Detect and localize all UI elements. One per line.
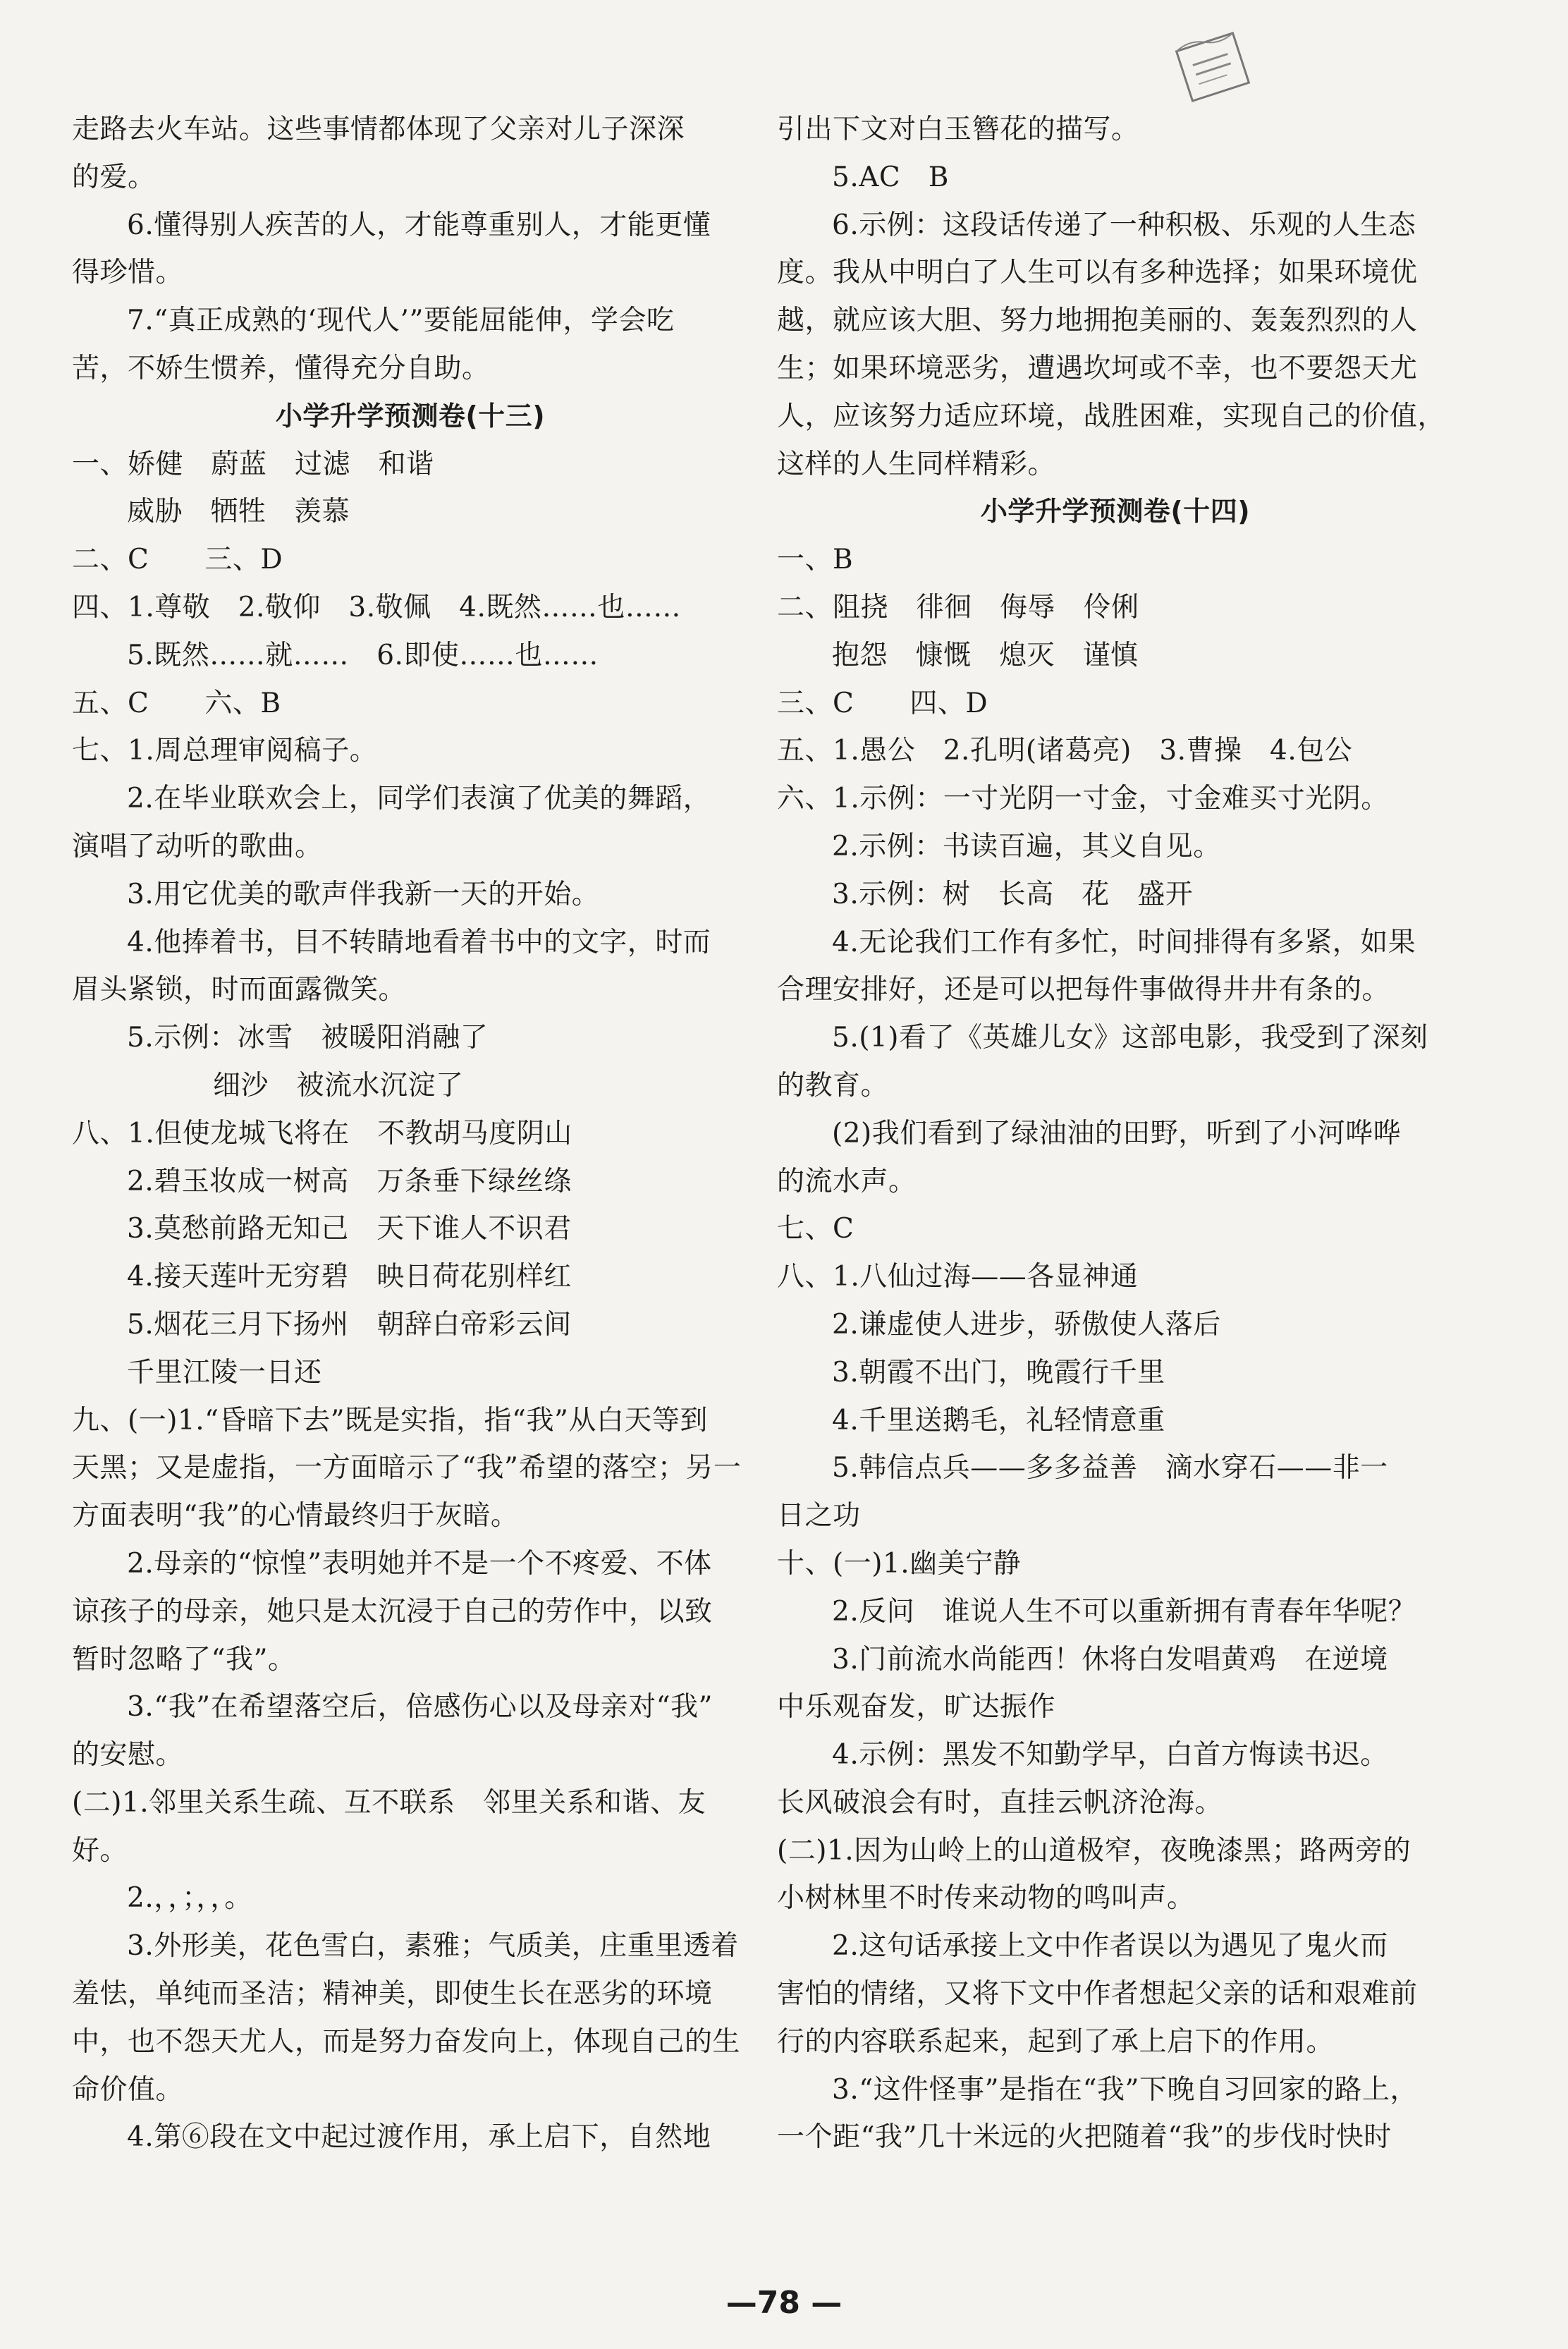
text-line: 谅孩子的母亲，她只是太沉浸于自己的劳作中，以致 [72,1595,713,1628]
text-line: 九、(一)1.“昏暗下去”既是实指，指“我”从白天等到 [72,1404,708,1436]
text-line: 2.谦虚使人进步，骄傲使人落后 [832,1308,1221,1341]
text-line: 七、C [777,1213,855,1245]
text-line: 人，应该努力适应环境，战胜困难，实现自己的价值， [777,400,1446,432]
text-line: 引出下文对白玉簪花的描写。 [777,114,1139,145]
right-column [777,106,1454,2161]
text-line: 日之功 [777,1500,861,1532]
text-line: 2.这句话承接上文中作者误以为遇见了鬼火而 [832,1930,1388,1963]
text-line: 2.在毕业联欢会上，同学们表演了优美的舞蹈， [127,783,711,815]
text-line: 五、C 六、B [72,687,281,719]
stamp-icon [1170,28,1255,106]
text-line: 2.示例：书读百遍，其义自见。 [832,830,1221,862]
text-line: 得珍惜。 [72,257,184,289]
text-line: (二)1.因为山岭上的山道极窄，夜晚漆黑；路两旁的 [777,1834,1411,1867]
text-line: 一、娇健 蔚蓝 过滤 和谐 [72,448,434,480]
text-line: 4.无论我们工作有多忙，时间排得有多紧，如果 [832,926,1416,958]
text-line: 害怕的情绪，又将下文中作者想起父亲的话和艰难前 [777,1978,1418,2011]
text-line: 长风破浪会有时，直挂云帆济沧海。 [777,1786,1223,1819]
text-line: 3.莫愁前路无知己 天下谁人不识君 [127,1213,572,1245]
text-line: 6.懂得别人疾苦的人，才能尊重别人，才能更懂 [127,209,711,241]
text-line: 2.，，；，，。 [127,1882,252,1915]
section-heading: 小学升学预测卷(十四) [980,496,1251,527]
text-line: 4.接天莲叶无穷碧 映日荷花别样红 [127,1261,572,1293]
text-line: 二、阻挠 徘徊 侮辱 伶俐 [777,591,1139,623]
text-line: 十、(一)1.幽美宁静 [777,1547,1022,1580]
section-heading: 小学升学预测卷(十三) [275,400,546,432]
text-line: 好。 [72,1834,128,1867]
text-line: 一个距“我”几十米远的火把随着“我”的步伐时快时 [777,2121,1392,2154]
text-line: 2.母亲的“惊惶”表明她并不是一个不疼爱、不体 [127,1547,712,1580]
text-line: 的爱。 [72,161,156,193]
text-line: 越，就应该大胆、努力地拥抱美丽的、轰轰烈烈的人 [777,305,1418,337]
text-line: 3.“我”在希望落空后，倍感伤心以及母亲对“我” [127,1691,713,1723]
text-line: 千里江陵一日还 [127,1356,322,1389]
text-line: 3.用它优美的歌声伴我新一天的开始。 [127,878,600,910]
text-line: 4.示例：黑发不知勤学早，白首方悔读书迟。 [832,1739,1388,1771]
text-line: 5.示例：冰雪 被暖阳消融了 [127,1022,489,1054]
text-line: 小树林里不时传来动物的鸣叫声。 [777,1882,1195,1915]
text-line: 走路去火车站。这些事情都体现了父亲对儿子深深 [72,114,685,145]
text-line: 方面表明“我”的心情最终归于灰暗。 [72,1500,519,1532]
text-line: 眉头紧锁，时而面露微笑。 [72,974,407,1006]
text-line: 5.烟花三月下扬州 朝辞白帝彩云间 [127,1308,572,1341]
text-line: 5.(1)看了《英雄儿女》这部电影，我受到了深刻 [832,1022,1428,1054]
text-line: 五、1.愚公 2.孔明(诸葛亮) 3.曹操 4.包公 [777,735,1353,767]
text-line: 一、B [777,544,854,576]
page-number: —78 — [725,2285,843,2321]
text-line: 度。我从中明白了人生可以有多种选择；如果环境优 [777,257,1418,289]
text-line: 2.碧玉妆成一树高 万条垂下绿丝绦 [127,1165,572,1197]
text-line: 六、1.示例：一寸光阴一寸金，寸金难买寸光阴。 [777,783,1389,815]
text-line: 抱怨 慷慨 熄灭 谨慎 [832,639,1139,671]
text-line: 生；如果环境恶劣，遭遇坎坷或不幸，也不要怨天尤 [777,352,1418,384]
text-line: 苦，不娇生惯养，懂得充分自助。 [72,352,490,384]
text-line: 3.外形美，花色雪白，素雅；气质美，庄重里透着 [127,1930,739,1963]
text-line: 八、1.八仙过海——各显神通 [777,1261,1139,1293]
text-line: 3.“这件怪事”是指在“我”下晚自习回家的路上， [832,2073,1418,2106]
text-line: 暂时忽略了“我”。 [72,1643,296,1676]
text-line: 3.示例：树 长高 花 盛开 [832,878,1194,910]
text-line: 3.朝霞不出门，晚霞行千里 [832,1356,1165,1389]
text-line: 6.示例：这段话传递了一种积极、乐观的人生态 [832,209,1416,241]
text-line: 合理安排好，还是可以把每件事做得井井有条的。 [777,974,1390,1006]
text-line: 这样的人生同样精彩。 [777,448,1056,480]
text-line: 的流水声。 [777,1165,917,1197]
text-line: 羞怯，单纯而圣洁；精神美，即使生长在恶劣的环境 [72,1978,713,2011]
text-line: 中，也不怨天尤人，而是努力奋发向上，体现自己的生 [72,2025,741,2058]
text-line: 威胁 牺牲 羡慕 [127,496,350,528]
text-line: 的教育。 [777,1069,889,1102]
left-column [72,106,749,2161]
text-line: 八、1.但使龙城飞将在 不教胡马度阴山 [72,1117,572,1149]
text-line: 5.AC B [832,161,949,193]
text-line: 2.反问 谁说人生不可以重新拥有青春年华呢？ [832,1595,1416,1628]
text-line: 4.千里送鹅毛，礼轻情意重 [832,1404,1165,1436]
text-line: 四、1.尊敬 2.敬仰 3.敬佩 4.既然……也…… [72,591,681,623]
text-line: (二)1.邻里关系生疏、互不联系 邻里关系和谐、友 [72,1786,706,1819]
text-line: 行的内容联系起来，起到了承上启下的作用。 [777,2025,1335,2058]
text-line: 七、1.周总理审阅稿子。 [72,735,378,767]
text-line: 天黑；又是虚指，一方面暗示了“我”希望的落空；另一 [72,1452,742,1484]
text-line: 二、C 三、D [72,544,283,576]
text-line: 5.既然……就…… 6.即使……也…… [127,639,599,671]
text-line: (2)我们看到了绿油油的田野，听到了小河哗哗 [832,1117,1402,1149]
text-line: 中乐观奋发，旷达振作 [777,1691,1056,1723]
text-line: 命价值。 [72,2073,184,2106]
text-line: 演唱了动听的歌曲。 [72,830,323,862]
text-line: 7.“真正成熟的‘现代人’”要能屈能伸，学会吃 [127,305,675,337]
text-line: 细沙 被流水沉淀了 [213,1069,464,1102]
text-line: 三、C 四、D [777,687,988,719]
text-line: 3.门前流水尚能西！休将白发唱黄鸡 在逆境 [832,1643,1388,1676]
text-line: 5.韩信点兵——多多益善 滴水穿石——非一 [832,1452,1388,1484]
text-line: 4.第⑥段在文中起过渡作用，承上启下，自然地 [127,2121,711,2154]
text-line: 的安慰。 [72,1739,184,1771]
text-line: 4.他捧着书，目不转睛地看着书中的文字，时而 [127,926,711,958]
